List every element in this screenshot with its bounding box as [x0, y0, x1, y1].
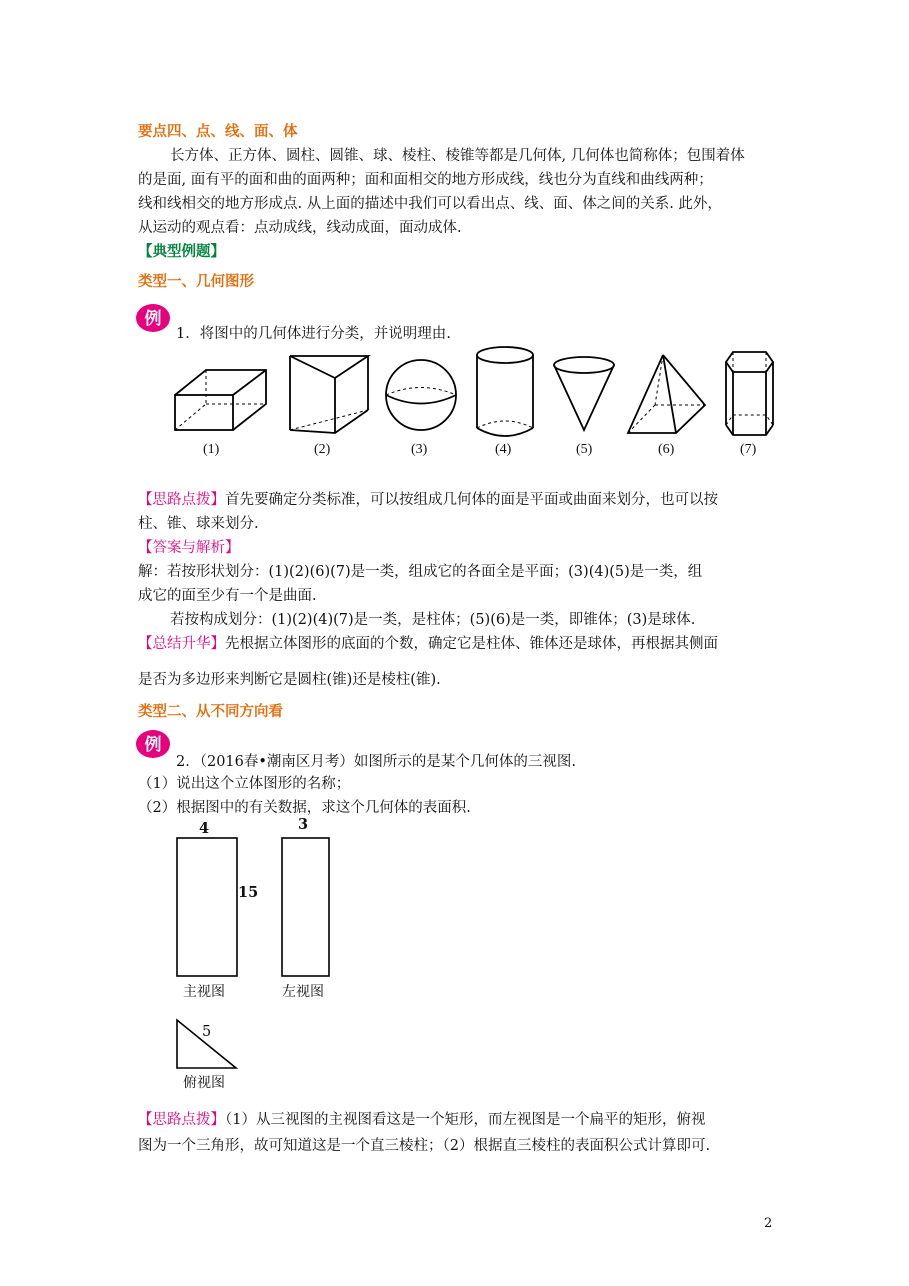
figure-label: (3) [411, 442, 428, 457]
typical-examples-title: 【典型例题】 [138, 244, 225, 260]
summary-line: 是否为多边形来判断它是圆柱(锥)还是棱柱(锥). [138, 672, 441, 688]
figure-label: (5) [576, 442, 593, 457]
hint-line: 柱、锥、球来划分. [138, 516, 259, 532]
front-view-rect [177, 838, 237, 976]
paragraph-line: 的是面, 面有平的面和曲的面两种；面和面相交的地方形成线，线也分为直线和曲线两种； [138, 172, 713, 188]
figure-label: (6) [658, 442, 675, 457]
answer-tag: 【答案与解析】 [138, 540, 240, 556]
figure-label: (4) [495, 442, 512, 457]
svg-text:例: 例 [144, 309, 162, 329]
answer-line: 若按构成划分：(1)(2)(4)(7)是一类，是柱体；(5)(6)是一类，即锥体；(3)是球体. [170, 612, 696, 628]
figure-label: (2) [314, 442, 331, 457]
figure-label: (1) [203, 442, 220, 457]
example1-question: 1．将图中的几何体进行分类，并说明理由. [176, 326, 451, 342]
answer-line: 成它的面至少有一个是曲面. [138, 588, 317, 604]
section-heading: 要点四、点、线、面、体 [138, 124, 298, 140]
example2-question: 2．（2016春•潮南区月考）如图所示的是某个几何体的三视图. [176, 754, 577, 770]
hint-tag: 【思路点拨】 [138, 492, 225, 508]
hypotenuse-label: 5 [202, 1024, 212, 1040]
top-view-caption: 俯视图 [183, 1075, 225, 1091]
page-number: 2 [764, 1216, 773, 1231]
side-view-caption: 左视图 [282, 984, 324, 1000]
side-view-rect [282, 838, 329, 976]
summary-tag: 【总结升华】 [138, 636, 225, 652]
type1-heading: 类型一、几何图形 [138, 274, 254, 290]
paragraph-line: 从运动的观点看：点动成线，线动成面，面动成体. [138, 220, 462, 236]
hint-text: 首先要确定分类标准，可以按组成几何体的面是平面或曲面来划分，也可以按 [225, 492, 718, 508]
svg-text:例: 例 [144, 735, 162, 755]
hint-tag: 【思路点拨】 [138, 1112, 225, 1128]
summary-text: 先根据立体图形的底面的个数，确定它是柱体、锥体还是球体，再根据其侧面 [225, 636, 718, 652]
paragraph-line: 线和线相交的地方形成点. 从上面的描述中我们可以看出点、线、面、体之间的关系. 此外， [138, 196, 722, 212]
height-label: 15 [238, 884, 259, 901]
answer-line: 解：若按形状划分：(1)(2)(6)(7)是一类，组成它的各面全是平面；(3)(4)(5)是一类，组 [138, 564, 703, 580]
front-view-caption: 主视图 [183, 984, 225, 1000]
question-part: （1）说出这个立体图形的名称； [138, 776, 351, 792]
question-part: （2）根据图中的有关数据，求这个几何体的表面积. [138, 800, 471, 816]
hint-line [138, 1110, 705, 1130]
hint-text: （1）从三视图的主视图看这是一个矩形，而左视图是一个扁平的矩形，俯视 [225, 1112, 706, 1128]
figure-label: (7) [740, 442, 757, 457]
side-width-label: 3 [298, 816, 309, 833]
paragraph-line: 长方体、正方体、圆柱、圆锥、球、棱柱、棱锥等都是几何体, 几何体也简称体；包围着体 [170, 148, 745, 164]
type2-heading: 类型二、从不同方向看 [138, 704, 283, 720]
front-width-label: 4 [199, 820, 210, 837]
hint-line: 图为一个三角形，故可知道这是一个直三棱柱；（2）根据直三棱柱的表面积公式计算即可. [138, 1138, 711, 1154]
